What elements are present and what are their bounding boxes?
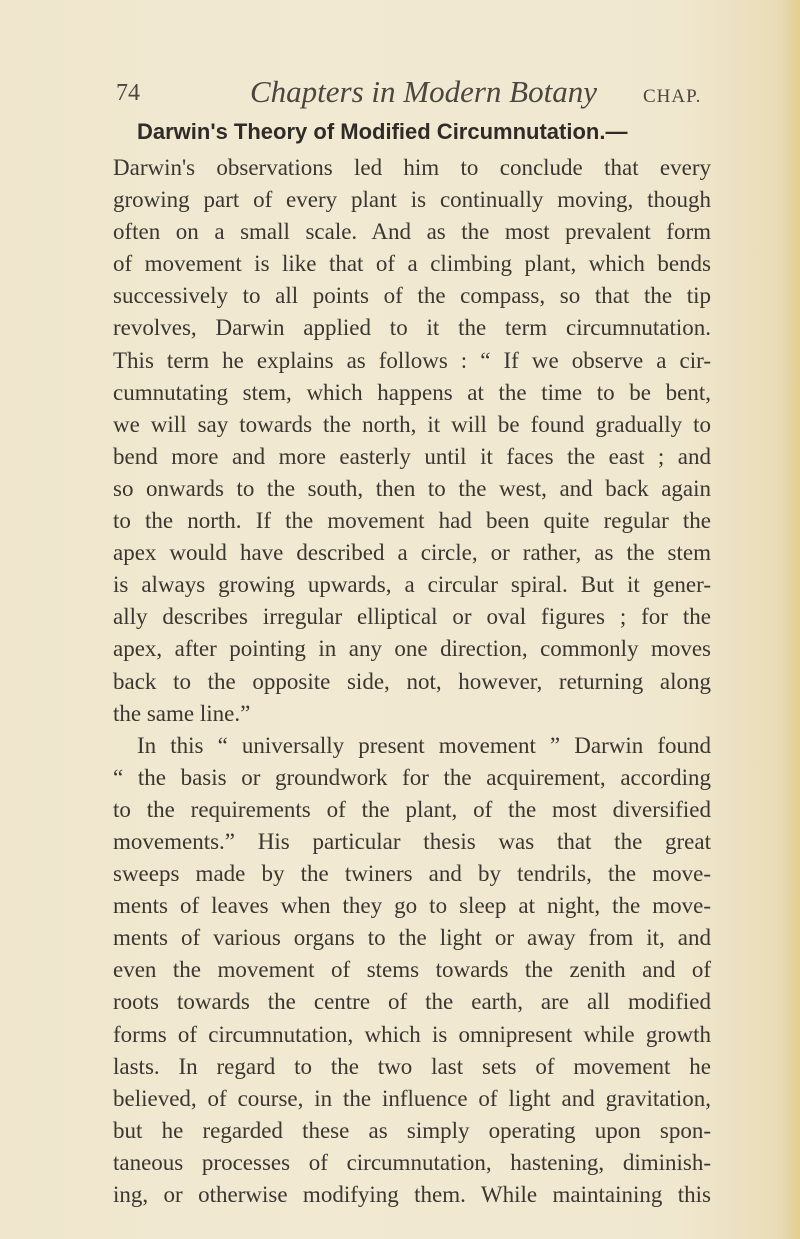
text-line: sweeps made by the twiners and by tendrils, the move- [113,861,711,887]
text-line: believed, of course, in the influence of light and gravitation, [113,1085,711,1111]
text-line: successively to all points of the compass, so that the tip [113,283,711,309]
text-line: even the movement of stems towards the zenith and of [113,957,711,983]
text-line: cumnutating stem, which happens at the time to be bent, [113,379,711,405]
section-heading: Darwin's Theory of Modified Circumnutation.— [137,119,628,144]
text-line: lasts. In regard to the two last sets of movement he [113,1053,711,1079]
page-edge [786,0,800,1239]
text-line: In this “ universally present movement ” Darwin found [137,732,711,758]
text-line: ally describes irregular elliptical or oval figures ; for the [113,604,711,630]
text-line: revolves, Darwin applied to it the term circumnutation. [113,315,711,341]
text-line: apex, after pointing in any one direction, commonly moves [113,636,711,662]
chapter-abbrev: CHAP. [643,86,702,107]
text-line: the same line.” [113,700,251,726]
text-line: Darwin's observations led him to conclude that every [113,155,711,180]
text-line: apex would have described a circle, or rather, as the stem [113,540,711,566]
text-line: This term he explains as follows : “ If we observe a cir- [113,347,711,373]
text-line: ments of leaves when they go to sleep at night, the move- [113,893,711,919]
text-line: we will say towards the north, it will be found gradually to [113,411,711,437]
text-line: growing part of every plant is continually moving, though [113,187,711,213]
text-line: ments of various organs to the light or away from it, and [113,925,711,951]
text-line: taneous processes of circumnutation, hastening, diminish- [113,1149,711,1175]
text-line: to the requirements of the plant, of the most diversified [113,796,711,822]
text-line: roots towards the centre of the earth, are all modified [113,989,711,1015]
text-line: ing, or otherwise modifying them. While maintaining this [113,1182,711,1207]
text-line: to the north. If the movement had been quite regular the [113,508,711,534]
text-line: is always growing upwards, a circular spiral. But it gener- [113,572,711,598]
running-head [0,74,800,114]
paragraph-lines [113,152,711,1211]
text-line: bend more and more easterly until it faces the east ; and [113,443,711,469]
text-line: movements.” His particular thesis was that the great [113,828,711,854]
text-line: but he regarded these as simply operating upon spon- [113,1117,711,1143]
text-line: often on a small scale. And as the most prevalent form [113,219,711,245]
body-text [113,112,711,1211]
book-title: Chapters in Modern Botany [250,74,597,109]
text-line: back to the opposite side, not, however, returning along [113,668,711,694]
text-line: so onwards to the south, then to the west, and back again [113,475,711,501]
text-line: forms of circumnutation, which is omnipresent while growth [113,1021,711,1047]
page-number: 74 [116,80,140,106]
text-line: “ the basis or groundwork for the acquirement, according [113,764,711,790]
text-line: of movement is like that of a climbing plant, which bends [113,251,711,277]
